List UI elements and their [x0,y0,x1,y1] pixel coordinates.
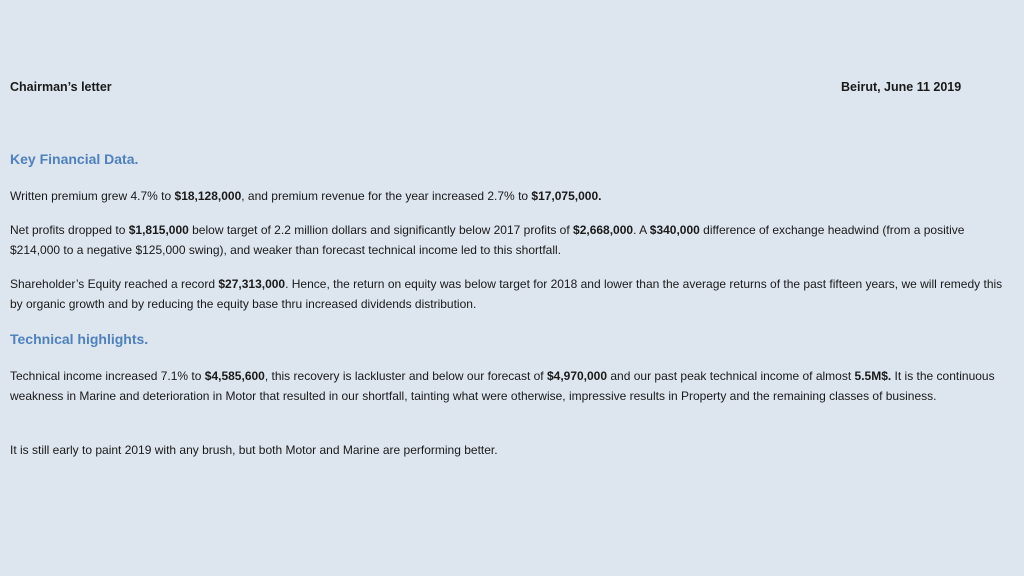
text-run: Net profits dropped to [10,223,129,237]
highlight-value: $4,585,600 [204,369,265,383]
letter-date: Beirut, June 11 2019 [841,80,962,94]
text-run: It is still early to paint 2019 with any brush, but both Motor and Marine are performing better. [10,443,498,457]
text-run: Technical income increased 7.1% to [10,369,205,383]
text-run: and our past peak technical income of almost [607,369,855,383]
highlight-value: $340,000 [649,223,700,237]
highlight-value: $1,815,000 [128,223,189,237]
section-heading-financial: Key Financial Data. [10,151,139,167]
highlight-value: $18,128,000 [174,189,242,203]
highlight-value: $17,075,000. [531,189,602,203]
text-run: Written premium grew 4.7% to [10,189,175,203]
paragraph-outlook [10,440,1015,460]
text-run: , this recovery is lackluster and below our forecast of [264,369,547,383]
paragraph-premium [10,186,1015,206]
paragraph-net-profits [10,220,1015,260]
section-heading-technical: Technical highlights. [10,331,149,347]
paragraph-technical-income [10,366,1015,406]
highlight-value: 5.5M$. [854,369,892,383]
text-run: , and premium revenue for the year increased 2.7% to [241,189,532,203]
text-run: below target of 2.2 million dollars and significantly below 2017 profits of [188,223,574,237]
letter-title: Chairman’s letter [10,80,112,94]
text-run: difference of exchange headwind (from a positive $214,000 to a negative $125,000 swing), and weaker than forecast technical income led to this shortfall. [10,223,965,257]
text-run: It is the continuous weakness in Marine and deterioration in Motor that resulted in our shortfall, tainting what were otherwise, impressive results in Property and the remaining classes of business. [10,369,995,403]
paragraph-equity [10,274,1015,314]
highlight-value: $4,970,000 [546,369,608,383]
text-run: . Hence, the return on equity was below target for 2018 and lower than the average returns of the past fifteen years, we will remedy this by organic growth and by reducing the equity base thru increased dividends distribution. [10,277,1003,311]
highlight-value: $27,313,000 [218,277,286,291]
text-run: . A [633,223,650,237]
text-run: Shareholder’s Equity reached a record [10,277,219,291]
highlight-value: $2,668,000 [573,223,634,237]
